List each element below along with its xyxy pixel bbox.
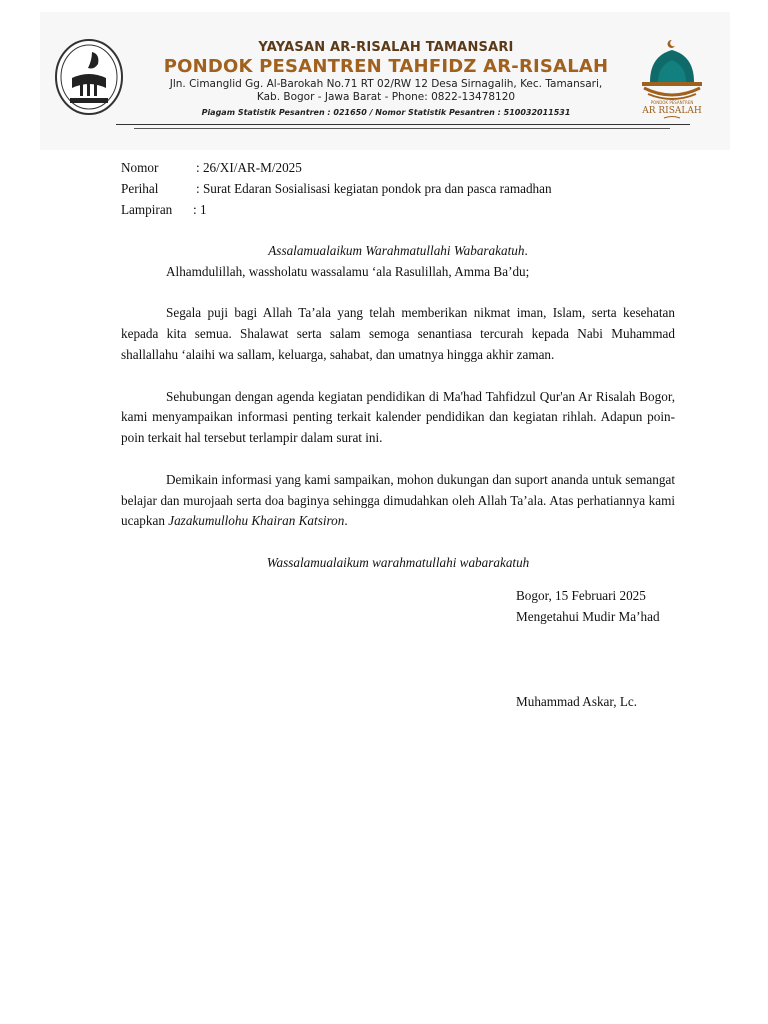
pesantren-emblem-logo xyxy=(54,38,124,116)
address-line-1: Jln. Cimanglid Gg. Al-Barokah No.71 RT 02/RW 12 Desa Sirnagalih, Kec. Tamansari, xyxy=(169,78,603,90)
ar-risalah-mosque-logo xyxy=(636,36,708,126)
opening-line: Alhamdulillah, wassholatu wassalamu ‘ala Rasulillah, Amma Ba’du; xyxy=(166,263,530,279)
closing-greeting xyxy=(121,553,675,574)
perihal-value: : Surat Edaran Sosialisasi kegiatan pondok pra dan pasca ramadhan xyxy=(196,180,552,196)
letterhead xyxy=(40,12,730,150)
greeting-period: . xyxy=(524,243,528,258)
signer-role: Mengetahui Mudir Ma’had xyxy=(516,608,660,624)
statistics-number: Piagam Statistik Pesantren : 021650 / Nomor Statistik Pesantren : 510032011531 xyxy=(201,108,571,117)
paragraph-2: Sehubungan dengan agenda kegiatan pendidikan di Ma'had Tahfidzul Qur'an Ar Risalah Bogor, kami menyampaikan informasi penting terkait kalender pendidikan dan kegiatan rihlah. Adapun poin-poin terkait hal tersebut terlampir dalam surat ini. xyxy=(121,388,675,446)
foundation-name: YAYASAN AR-RISALAH TAMANSARI xyxy=(258,40,514,55)
lampiran-label: Lampiran xyxy=(121,201,173,217)
letterhead-rule-top xyxy=(116,124,690,125)
signer-name: Muhammad Askar, Lc. xyxy=(516,694,638,709)
signature-block xyxy=(516,586,660,628)
logo-name: AR RISALAH xyxy=(642,106,702,116)
letterhead-text xyxy=(140,40,632,120)
perihal-label: Perihal xyxy=(121,180,159,196)
letter-body xyxy=(121,241,675,574)
lampiran-value: : 1 xyxy=(193,201,207,217)
greeting-text: Assalamualaikum Warahmatullahi Wabarakatuh xyxy=(268,243,525,258)
logo-subtitle: PONDOK PESANTREN xyxy=(650,100,694,105)
greeting xyxy=(121,241,675,262)
paragraph-1: Segala puji bagi Allah Ta’ala yang telah memberikan nikmat iman, Islam, serta kesehatan kepada kita semua. Shalawat serta salam semoga senantiasa tercurah kepada Nabi Muhammad shallallahu ‘alaihi wa sallam, keluarga, sahabat, dan umatnya hingga akhir zaman. xyxy=(121,305,675,362)
letterhead-rule-bottom xyxy=(134,128,670,129)
nomor-label: Nomor xyxy=(121,160,159,175)
nomor-value: : 26/XI/AR-M/2025 xyxy=(196,160,302,175)
paragraph-3 xyxy=(121,470,675,532)
institution-name: PONDOK PESANTREN TAHFIDZ AR-RISALAH xyxy=(163,56,609,77)
paragraph-3-italic: Jazakumullohu Khairan Katsiron xyxy=(168,513,345,529)
paragraph-3-text: Demikain informasi yang kami sampaikan, mohon dukungan dan suport ananda untuk semangat belajar dan murojaah serta doa baginya sehingga dimudahkan oleh Allah Ta’ala. Atas perhatiannya kami ucapkan xyxy=(121,471,675,529)
place-date: Bogor, 15 Februari 2025 xyxy=(516,588,646,603)
address-line-2: Kab. Bogor - Jawa Barat - Phone: 0822-13478120 xyxy=(256,91,516,103)
closing-greeting-text: Wassalamualaikum warahmatullahi wabarakatuh xyxy=(266,554,530,570)
paragraph-3-end: . xyxy=(344,513,348,529)
